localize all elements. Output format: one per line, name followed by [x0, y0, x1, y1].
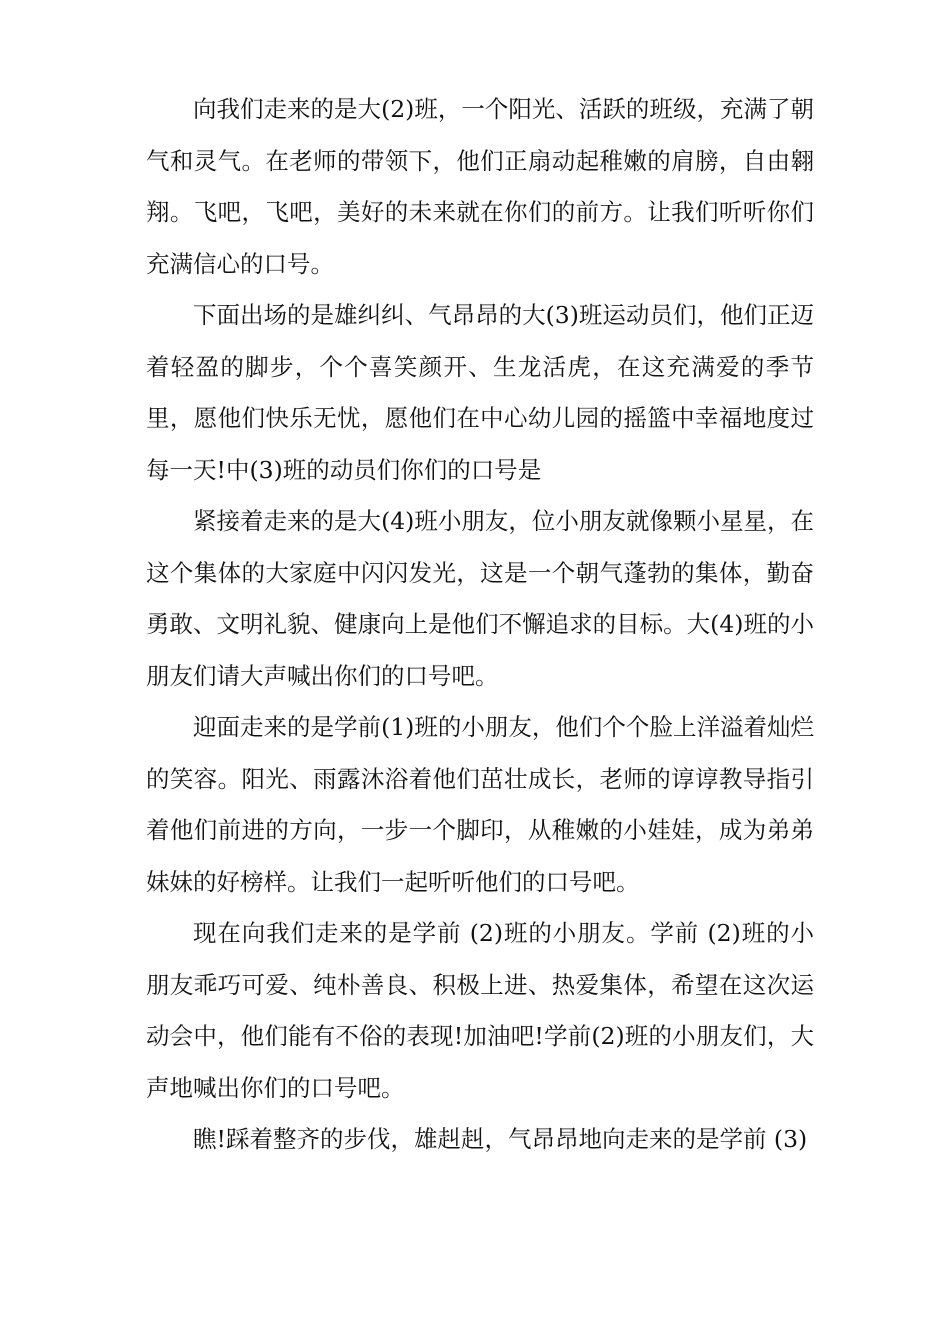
paragraph-2: 下面出场的是雄纠纠、气昂昂的大(3)班运动员们，他们正迈着轻盈的脚步，个个喜笑颜开、生龙活虎，在这充满爱的季节里，愿他们快乐无忧，愿他们在中心幼儿园的摇篮中幸福地度过每一天!中(3)班的动员们你们的口号是 — [146, 301, 814, 484]
paragraph-5: 现在向我们走来的是学前 (2)班的小朋友。学前 (2)班的小朋友乖巧可爱、纯朴善良、积极上进、热爱集体，希望在这次运动会中，他们能有不俗的表现!加油吧!学前(2)班的小朋友们，大声地喊出你们的口号吧。 — [146, 919, 814, 1102]
paragraph-4: 迎面走来的是学前(1)班的小朋友，他们个个脸上洋溢着灿烂的笑容。阳光、雨露沐浴着他们茁壮成长，老师的谆谆教导指引着他们前进的方向，一步一个脚印，从稚嫩的小娃娃，成为弟弟妹妹的好榜样。让我们一起听听他们的口号吧。 — [146, 713, 814, 896]
paragraph-1: 向我们走来的是大(2)班，一个阳光、活跃的班级，充满了朝气和灵气。在老师的带领下，他们正扇动起稚嫩的肩膀，自由翱翔。飞吧，飞吧，美好的未来就在你们的前方。让我们听听你们充满信心的口号。 — [146, 95, 814, 278]
document-body — [146, 84, 814, 1166]
paragraph-3: 紧接着走来的是大(4)班小朋友，位小朋友就像颗小星星，在这个集体的大家庭中闪闪发光，这是一个朝气蓬勃的集体，勤奋勇敢、文明礼貌、健康向上是他们不懈追求的目标。大(4)班的小朋友们请大声喊出你们的口号吧。 — [146, 507, 814, 690]
paragraph-6: 瞧!踩着整齐的步伐，雄赳赳，气昂昂地向走来的是学前 (3) — [193, 1125, 808, 1153]
